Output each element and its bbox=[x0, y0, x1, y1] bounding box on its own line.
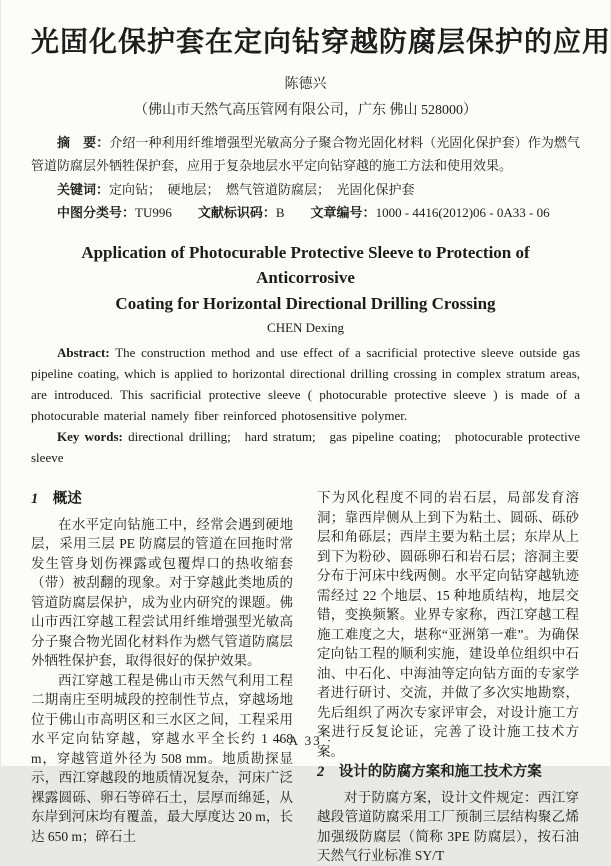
doc-code-label: 文献标识码： bbox=[197, 205, 276, 221]
paper-title-en bbox=[31, 240, 580, 317]
doc-code-pair bbox=[198, 205, 285, 220]
clc-label: 中图分类号： bbox=[57, 205, 136, 221]
section2-paragraph1: 对于防腐方案，设计文件规定：西江穿越段管道防腐采用工厂预制三层结构聚乙烯加强级防腐层（简称 3PE 防腐层），按石油天然气行业标准 SY/T bbox=[317, 789, 579, 864]
author-name-en: CHEN Dexing bbox=[267, 320, 344, 336]
keywords-text-en: directional drilling; hard stratum; gas pipeline coating; photocurable protective sleeve bbox=[31, 429, 580, 466]
article-no-pair bbox=[311, 205, 550, 220]
abstract-text-cn: 介绍一种利用纤维增强型光敏高分子聚合物光固化材料（光固化保护套）作为燃气管道防腐层外牺牲保护套，应用于复杂地层水平定向钻穿越的施工方法和使用效果。 bbox=[31, 135, 580, 174]
clc-pair bbox=[57, 205, 172, 220]
classification-line bbox=[31, 201, 580, 224]
section1-paragraph2-left: 西江穿越工程是佛山市天然气利用工程二期南庄至明城段的控制性节点，穿越场地位于佛山市高明区和三水区之间，工程采用水平定向钻穿越，穿越水平全长约 1 468 m，穿越管道外径为 508 mm。地质勘探显示，西江穿越段的地质情况复杂，河床广泛裸露圆砾、卵石等碎石土，层厚而绵延，从东岸到河床均有覆盖，最大厚度达 20 m，长达 650 m；碎石土 bbox=[31, 672, 293, 844]
affiliation-cn: （佛山市天然气高压管网有限公司，广东 佛山 528000） bbox=[134, 103, 477, 118]
keywords-en bbox=[31, 426, 580, 468]
article-no-value: 1000 - 4416(2012)06 - 0A33 - 06 bbox=[375, 205, 550, 221]
abstract-text-en: The construction method and use effect of a sacrificial protective sleeve outside gas pipeline coating, which is applied to horizontal directional drilling crossing in complex stratum areas, are introduced. This sacrificial protective sleeve ( photocurable protective sleeve ) is made of a photocurable material namely fiber reinforced photosensitive polymer. bbox=[31, 345, 580, 424]
abstract-label-en: Abstract: bbox=[57, 345, 110, 361]
section1-paragraph2-right: 下为风化程度不同的岩石层，局部发育溶洞；靠西岸侧从上到下为粘土、圆砾、砾砂层和角砾层；西岸主要为粘土层；东岸从上到下为粉砂、圆砾卵石和岩石层；溶洞主要分布于河床中线两侧。水平定向钻穿越轨迹需经过 22 个地层、15 种地质结构，地层交错，变换频繁。业界专家称，西江穿越工程施工难度之大，堪称“亚洲第一难”。为确保定向钻工程的顺利实施，建设单位组织中石油、中石化、中海油等定向钻方面的专家学者进行研讨、交流，并做了多次实地勘察，先后组织了两次专家评审会，对设计施工方案进行反复论证，完善了设计施工技术方案。 bbox=[317, 490, 579, 759]
abstract-en bbox=[31, 342, 580, 426]
section1-heading: 1 概述 bbox=[31, 491, 82, 508]
section2-heading: 2 设计的防腐方案和施工技术方案 bbox=[317, 764, 542, 781]
keywords-label-cn: 关键词： bbox=[57, 181, 110, 197]
author-name-cn: 陈德兴 bbox=[284, 77, 327, 92]
page-number: · A 33 · bbox=[277, 733, 334, 748]
clc-value: TU996 bbox=[135, 205, 172, 221]
paper-title-en-line2: Coating for Horizontal Directional Drilling Crossing bbox=[115, 293, 496, 313]
english-meta-block bbox=[31, 342, 580, 468]
keywords-text-cn: 定向钻； 硬地层； 燃气管道防腐层； 光固化保护套 bbox=[109, 181, 415, 197]
keywords-label-en: Key words: bbox=[57, 429, 123, 445]
paper-page bbox=[1, 0, 611, 864]
left-column bbox=[31, 488, 293, 866]
section1-paragraph1: 在水平定向钻施工中，经常会遇到硬地层，采用三层 PE 防腐层的管道在回拖时常发生管身划伤裸露或包覆焊口的热收缩套（带）被刮翻的现象。对于穿越此类地质的管道防腐层保护，成为业内研究的课题。佛山市西江穿越工程尝试用纤维增强型光敏高分子聚合物光固化材料作为燃气管道防腐层外牺牲保护套，取得很好的保护效果。 bbox=[31, 516, 293, 669]
keywords-cn bbox=[31, 178, 580, 201]
chinese-meta-block bbox=[31, 131, 580, 225]
abstract-label-cn: 摘 要： bbox=[57, 135, 110, 150]
body-columns bbox=[31, 488, 580, 866]
paper-title-cn: 光固化保护套在定向钻穿越防腐层保护的应用 bbox=[31, 27, 611, 58]
paper-title-en-line1: Application of Photocurable Protective Sleeve to Protection of Anticorrosive bbox=[81, 242, 530, 288]
right-column bbox=[317, 488, 579, 866]
doc-code-value: B bbox=[275, 205, 285, 221]
abstract-cn bbox=[31, 131, 580, 178]
article-no-label: 文章编号： bbox=[310, 205, 376, 221]
